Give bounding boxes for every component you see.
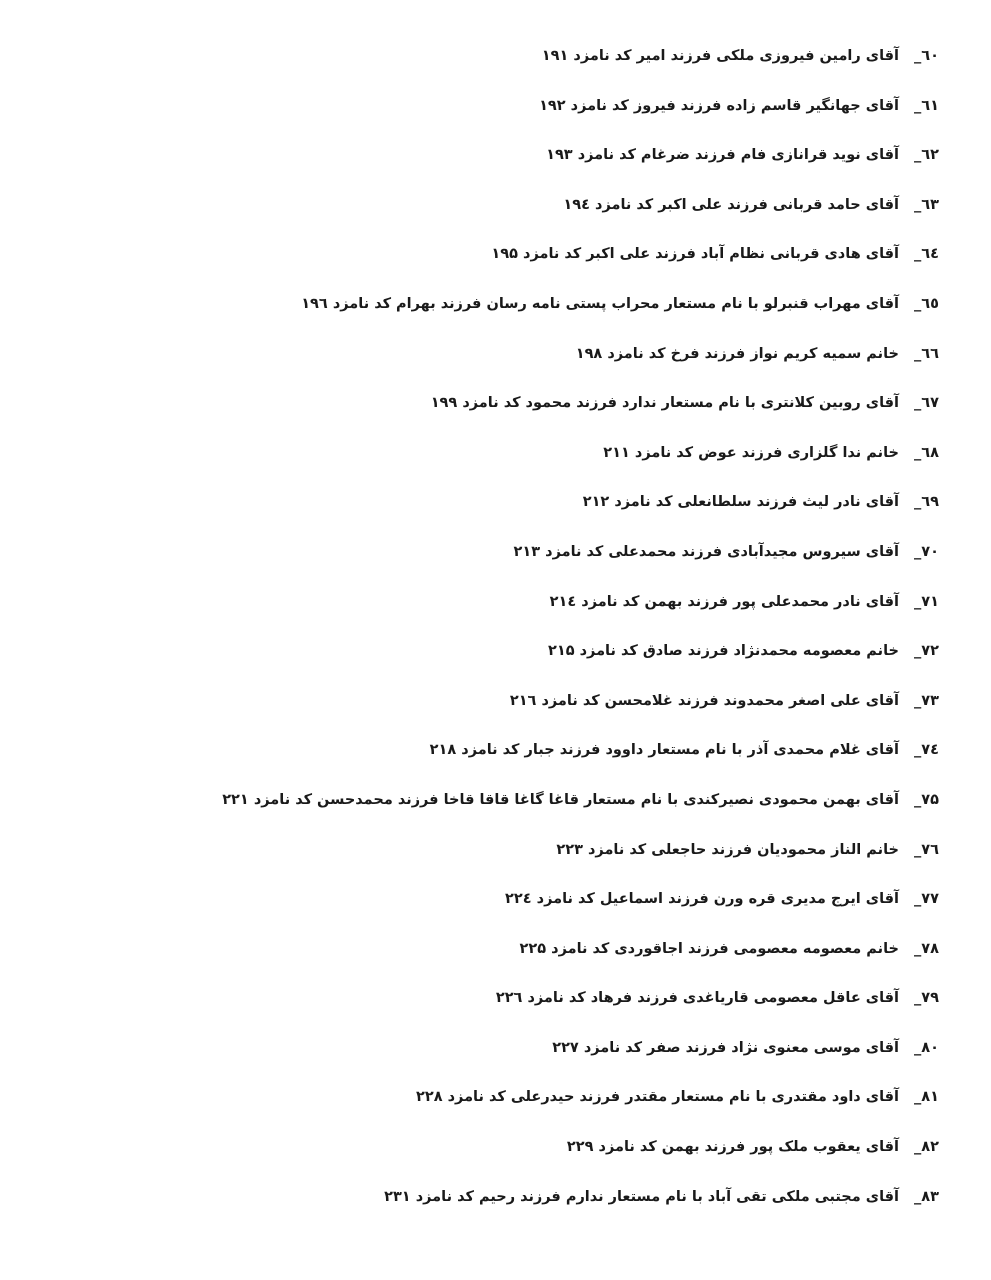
item-text: آقای عاقل معصومی قاریاغدی فرزند فرهاد کد نامزد ۲۲٦ [495, 990, 899, 1007]
list-item [39, 785, 939, 835]
item-text: خانم سمیه کریم نواز فرزند فرخ کد نامزد ۱۹۸ [575, 345, 899, 362]
list-item [39, 1033, 939, 1083]
item-text: آقای موسی معنوی نژاد فرزند صفر کد نامزد ۲۲۷ [552, 1039, 899, 1056]
item-number: ۸۱_ [914, 1089, 939, 1106]
item-text: آقای حامد قربانی فرزند علی اکبر کد نامزد ۱۹٤ [563, 196, 899, 213]
item-number: ٦٤_ [914, 246, 939, 263]
item-number: ٦٢_ [914, 147, 939, 164]
item-number: ٦٥_ [914, 295, 939, 312]
item-number: ۷۷_ [914, 891, 939, 908]
item-number: ٦٨_ [914, 444, 939, 461]
item-text: آقای هادی قربانی نظام آباد فرزند علی اکبر کد نامزد ۱۹۵ [491, 246, 899, 263]
item-text: خانم معصومه معصومی فرزند اجاقوردی کد نامزد ۲۲۵ [519, 940, 899, 957]
list-item [39, 487, 939, 537]
item-text: آقای مجتبی ملکی تقی آباد با نام مستعار ندارم فرزند رحیم کد نامزد ۲۳۱ [384, 1188, 899, 1205]
list-item [39, 636, 939, 686]
item-text: آقای بهمن محمودی نصیرکندی با نام مستعار قاغا گاغا قاقا قاخا فرزند محمدحسن کد نامزد ۲۲۱ [222, 791, 899, 808]
item-text: آقای رامین فیروزی ملکی فرزند امیر کد نامزد ۱۹۱ [541, 48, 899, 64]
item-text: خانم الناز محمودیان فرزند حاجعلی کد نامزد ۲۲۳ [556, 841, 899, 858]
list-item [39, 289, 939, 339]
candidate-list [39, 41, 939, 1231]
item-number: ٦٧_ [914, 395, 939, 412]
item-number: ٦٠_ [914, 48, 939, 64]
item-number: ۷۳_ [914, 692, 939, 709]
list-item [39, 41, 939, 91]
list-item [39, 1132, 939, 1182]
item-number: ۷۸_ [914, 940, 939, 957]
item-number: ۸۰_ [914, 1039, 939, 1056]
list-item [39, 735, 939, 785]
item-text: آقای مهراب قنبرلو با نام مستعار محراب پستی نامه رسان فرزند بهرام کد نامزد ۱۹٦ [301, 295, 899, 312]
list-item [39, 884, 939, 934]
item-number: ۷۰_ [914, 543, 939, 560]
item-text: آقای علی اصغر محمدوند فرزند غلامحسن کد نامزد ۲۱٦ [509, 692, 899, 709]
item-number: ۷۹_ [914, 990, 939, 1007]
item-text: آقای نادر لیث فرزند سلطانعلی کد نامزد ۲۱۲ [582, 494, 899, 511]
list-item [39, 686, 939, 736]
item-number: ۷٦_ [914, 841, 939, 858]
item-text: آقای روبین کلانتری با نام مستعار ندارد فرزند محمود کد نامزد ۱۹۹ [430, 395, 899, 412]
item-text: آقای ایرج مدیری قره ورن فرزند اسماعیل کد نامزد ۲۲٤ [505, 891, 899, 908]
item-number: ٦٩_ [914, 494, 939, 511]
item-number: ۷۲_ [914, 643, 939, 660]
item-text: آقای جهانگیر قاسم زاده فرزند فیروز کد نامزد ۱۹۲ [539, 97, 899, 114]
item-number: ۸۲_ [914, 1139, 939, 1156]
list-item [39, 190, 939, 240]
list-item [39, 239, 939, 289]
list-item [39, 587, 939, 637]
item-number: ٦٣_ [914, 196, 939, 213]
item-number: ۷۱_ [914, 593, 939, 610]
item-text: خانم ندا گلزاری فرزند عوض کد نامزد ۲۱۱ [603, 444, 899, 461]
item-number: ۷۵_ [914, 791, 939, 808]
item-text: آقای غلام محمدی آذر با نام مستعار داوود فرزند جبار کد نامزد ۲۱۸ [429, 742, 899, 759]
list-item [39, 91, 939, 141]
item-number: ۸۳_ [914, 1188, 939, 1205]
item-number: ٦١_ [914, 97, 939, 114]
list-item [39, 1182, 939, 1232]
item-text: آقای داود مقتدری با نام مستعار مقتدر فرزند حیدرعلی کد نامزد ۲۲۸ [416, 1089, 899, 1106]
item-text: آقای سیروس مجیدآبادی فرزند محمدعلی کد نامزد ۲۱۳ [513, 543, 899, 560]
item-text: خانم معصومه محمدنژاد فرزند صادق کد نامزد ۲۱۵ [548, 643, 899, 660]
list-item [39, 438, 939, 488]
list-item [39, 983, 939, 1033]
list-item [39, 1082, 939, 1132]
list-item [39, 339, 939, 389]
item-text: آقای نوید قرانازی فام فرزند ضرغام کد نامزد ۱۹۳ [546, 147, 899, 164]
item-number: ٦٦_ [914, 345, 939, 362]
list-item [39, 537, 939, 587]
item-text: آقای یعقوب ملک پور فرزند بهمن کد نامزد ۲۲۹ [566, 1139, 899, 1156]
item-text: آقای نادر محمدعلی پور فرزند بهمن کد نامزد ۲۱٤ [549, 593, 899, 610]
list-item [39, 388, 939, 438]
list-item [39, 835, 939, 885]
item-number: ۷٤_ [914, 742, 939, 759]
list-item [39, 140, 939, 190]
list-item [39, 934, 939, 984]
